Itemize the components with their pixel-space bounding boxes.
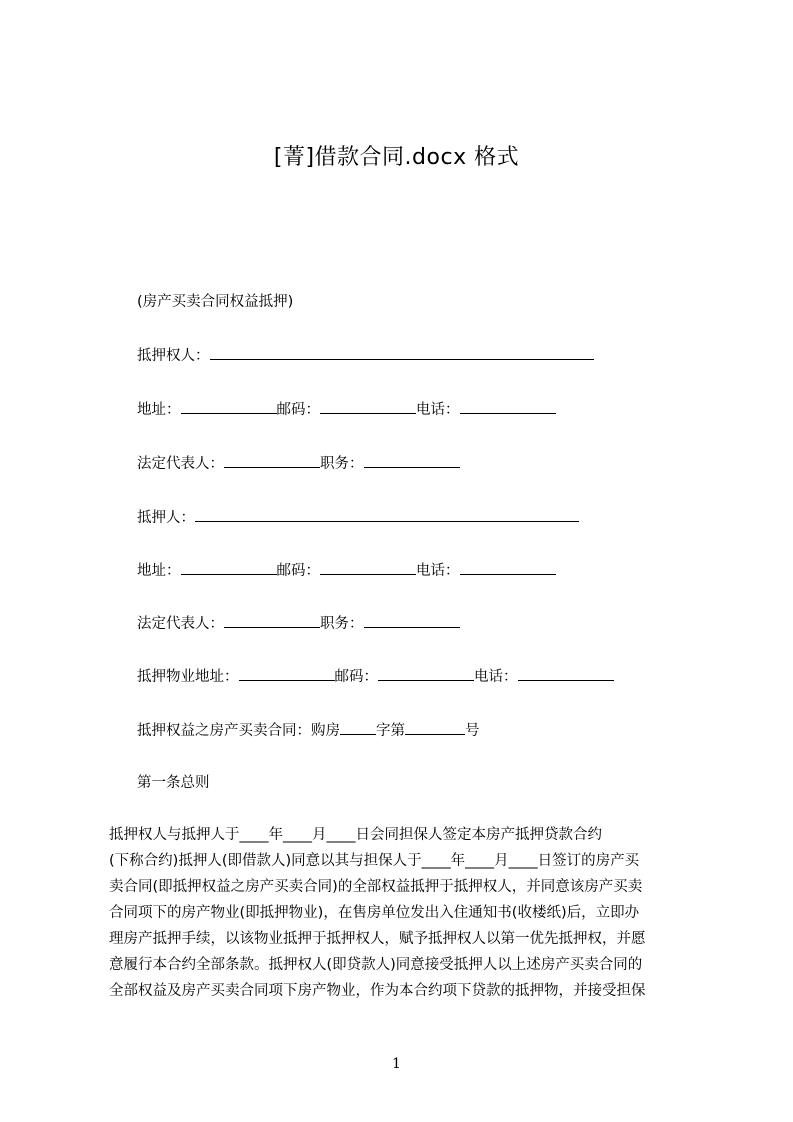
- subtitle: (房产买卖合同权益抵押): [137, 294, 294, 310]
- property-address-label: 抵押物业地址：: [137, 669, 239, 685]
- mortgagee-label: 抵押权人：: [137, 348, 210, 364]
- mortgagee-line: [137, 345, 594, 366]
- legal-rep-label: 法定代表人：: [137, 616, 224, 632]
- contract-mid: 字第: [376, 723, 405, 739]
- postcode-label: 邮码：: [334, 669, 378, 685]
- paragraph-line: 合同项下的房产物业(即抵押物业)，在售房单位发出入住通知书(收楼纸)后，立即办: [109, 905, 640, 921]
- page-number: 1: [392, 1056, 401, 1072]
- paragraph-line: 全部权益及房产买卖合同项下房产物业，作为本合约项下贷款的抵押物，并接受担保: [109, 983, 646, 999]
- address-label: 地址：: [137, 402, 181, 418]
- postcode-blank[interactable]: [320, 560, 416, 575]
- phone-blank[interactable]: [460, 560, 556, 575]
- postcode-label: 邮码：: [276, 563, 320, 579]
- phone-label: 电话：: [416, 402, 460, 418]
- position-blank[interactable]: [364, 613, 460, 628]
- legal-rep-label: 法定代表人：: [137, 456, 224, 472]
- paragraph-line: 理房产抵押手续，以该物业抵押于抵押权人，赋予抵押权人以第一优先抵押权，并愿: [109, 931, 646, 947]
- article-heading: 第一条总则: [137, 775, 210, 791]
- position-blank[interactable]: [364, 453, 460, 468]
- mortgagor-contact-line: [137, 560, 556, 581]
- postcode-blank[interactable]: [320, 399, 416, 414]
- position-label: 职务：: [320, 616, 364, 632]
- mortgagee-blank[interactable]: [210, 345, 594, 360]
- property-line: [137, 666, 614, 687]
- address-blank[interactable]: [181, 399, 277, 414]
- contract-suffix: 号: [465, 723, 480, 739]
- property-address-blank[interactable]: [239, 666, 335, 681]
- mortgagor-label: 抵押人：: [137, 510, 195, 526]
- phone-label: 电话：: [474, 669, 518, 685]
- document-title: [菁]借款合同.docx 格式: [273, 145, 520, 170]
- mortgagee-contact-line: [137, 399, 556, 420]
- paragraph-line: (下称合约)抵押人(即借款人)同意以其与担保人于____年____月____日签订的房产买: [109, 853, 640, 869]
- contract-word-blank[interactable]: [340, 720, 376, 735]
- address-label: 地址：: [137, 563, 181, 579]
- paragraph-line: 意履行本合约全部条款。抵押权人(即贷款人)同意接受抵押人以上述房产买卖合同的: [109, 957, 643, 973]
- contract-line: [137, 720, 480, 741]
- article-paragraph: [109, 822, 699, 1004]
- paragraph-line: 卖合同(即抵押权益之房产买卖合同)的全部权益抵押于抵押权人，并同意该房产买卖: [109, 879, 643, 895]
- paragraph-line: 抵押权人与抵押人于____年____月____日会同担保人签定本房产抵押贷款合约: [109, 827, 602, 843]
- address-blank[interactable]: [181, 560, 277, 575]
- phone-blank[interactable]: [460, 399, 556, 414]
- contract-number-blank[interactable]: [405, 720, 465, 735]
- mortgagor-rep-line: [137, 613, 460, 634]
- phone-blank[interactable]: [518, 666, 614, 681]
- phone-label: 电话：: [416, 563, 460, 579]
- postcode-label: 邮码：: [276, 402, 320, 418]
- mortgagee-rep-line: [137, 453, 460, 474]
- contract-prefix: 抵押权益之房产买卖合同：购房: [137, 723, 340, 739]
- mortgagor-blank[interactable]: [195, 507, 579, 522]
- position-label: 职务：: [320, 456, 364, 472]
- legal-rep-blank[interactable]: [224, 453, 320, 468]
- mortgagor-line: [137, 507, 579, 528]
- legal-rep-blank[interactable]: [224, 613, 320, 628]
- postcode-blank[interactable]: [378, 666, 474, 681]
